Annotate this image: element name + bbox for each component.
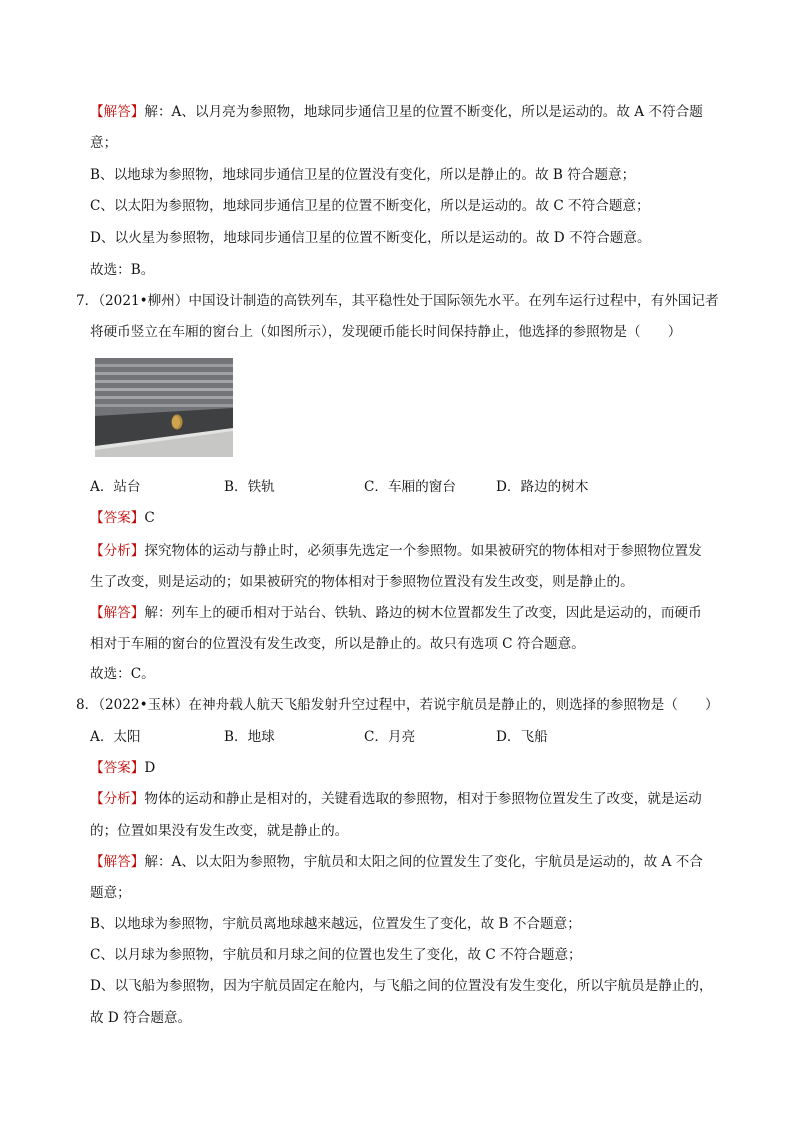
q7-option-b: B．铁轨 (224, 479, 275, 495)
q7-solution-line-2: 相对于车厢的窗台的位置没有发生改变，所以是静止的。故只有选项 C 符合题意。 (90, 636, 585, 652)
q6-option-d-explanation: D、以火星为参照物，地球同步通信卫星的位置不断变化，所以是运动的。故 D 不符合题意。 (90, 230, 651, 246)
q7-option-a: A．站台 (90, 479, 141, 495)
q7-option-c: C．车厢的窗台 (364, 479, 456, 495)
q8-option-b: B．地球 (224, 729, 275, 745)
q7-final-choice: 故选：C。 (90, 666, 155, 682)
q8-option-a: A．太阳 (90, 729, 141, 745)
q7-solution-line-1: 【解答】解：列车上的硬币相对于站台、铁轨、路边的树木位置都发生了改变，因此是运动的，而硬币 (90, 605, 702, 621)
q7-stem-line-2: 将硬币竖立在车厢的窗台上（如图所示），发现硬币能长时间保持静止，他选择的参照物是（ ） (90, 324, 682, 340)
q7-analysis-line-1: 【分析】探究物体的运动与静止时，必须事先选定一个参照物。如果被研究的物体相对于参照物位置发 (90, 543, 702, 559)
train-window-coin-photo (95, 358, 233, 457)
q7-analysis-line-2: 生了改变，则是运动的；如果被研究的物体相对于参照物位置没有发生改变，则是静止的。 (90, 574, 634, 590)
q8-answer (90, 758, 155, 778)
solution-tag: 【解答】 (90, 104, 145, 120)
q7-answer-value: C (144, 510, 155, 526)
q8-analysis-line-2: 的；位置如果没有发生改变，就是静止的。 (90, 823, 349, 839)
q8-option-b-explanation: B、以地球为参照物，宇航员离地球越来越远，位置发生了变化，故 B 不合题意； (90, 916, 581, 932)
analysis-tag: 【分析】 (90, 543, 145, 559)
q8-solution-line-2: 题意； (90, 885, 131, 901)
q8-option-d-explanation-1: D、以飞船为参照物，因为宇航员固定在舱内，与飞船之间的位置没有发生变化，所以宇航员是静止的， (90, 978, 713, 994)
q8-option-c-explanation: C、以月球为参照物，宇航员和月球之间的位置也发生了变化，故 C 不符合题意； (90, 947, 582, 963)
q6-solution-line-1: 【解答】解：A、以月亮为参照物，地球同步通信卫星的位置不断变化，所以是运动的。故 A 不符合题 (90, 104, 703, 120)
q6-option-b-explanation: B、以地球为参照物，地球同步通信卫星的位置没有变化，所以是静止的。故 B 符合题意； (90, 167, 636, 183)
coin-on-windowsill-image (95, 358, 233, 457)
q8-options (90, 727, 750, 747)
q8-solution-line-1: 【解答】解：A、以太阳为参照物，宇航员和太阳之间的位置发生了变化，宇航员是运动的，故 A 不合 (90, 854, 703, 870)
q8-stem: 8．（2022•玉林）在神舟载人航天飞船发射升空过程中，若说宇航员是静止的，则选择的参照物是（ ） (76, 697, 719, 713)
q7-answer (90, 508, 155, 528)
analysis-tag: 【分析】 (90, 791, 145, 807)
q8-option-d-explanation-2: 故 D 符合题意。 (90, 1010, 192, 1026)
solution-tag: 【解答】 (90, 605, 145, 621)
q8-option-d: D．飞船 (496, 729, 548, 745)
q8-analysis-line-1: 【分析】物体的运动和静止是相对的，关键看选取的参照物，相对于参照物位置发生了改变，就是运动 (90, 791, 702, 807)
answer-tag: 【答案】 (90, 760, 145, 776)
q8-answer-value: D (144, 760, 156, 776)
q6-option-c-explanation: C、以太阳为参照物，地球同步通信卫星的位置不断变化，所以是运动的。故 C 不符合题意； (90, 198, 650, 214)
q8-option-c: C．月亮 (364, 729, 416, 745)
solution-tag: 【解答】 (90, 854, 145, 870)
q7-options (90, 477, 750, 497)
answer-tag: 【答案】 (90, 510, 145, 526)
q6-final-choice: 故选：B。 (90, 262, 155, 278)
q7-stem-line-1: 7．（2021•柳州）中国设计制造的高铁列车，其平稳性处于国际领先水平。在列车运行过程中，有外国记者 (76, 293, 719, 309)
q6-solution-line-2: 意； (90, 135, 118, 151)
q7-option-d: D．路边的树木 (496, 479, 589, 495)
